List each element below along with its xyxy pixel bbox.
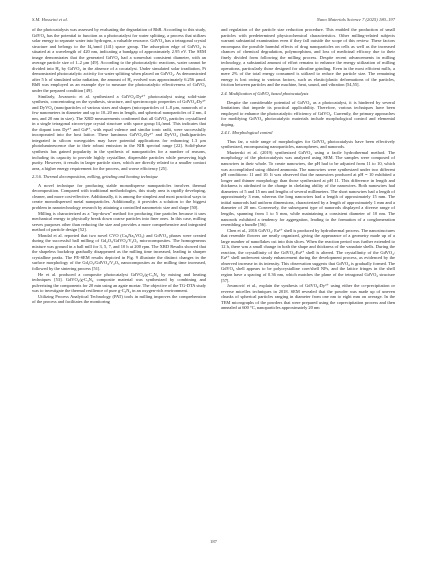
- paragraph: Despite the considerable potential of GdVO₄ as a photocatalyst, it is hindered by several limitations that impede its practical applicability. Therefore, various techniques have been employed to enhance the photocatalytic efficiency of GdVO₄. Currently, the primary approaches for modifying GdVO₄ photocatalytic materials include morphological control and elemental doping.: [221, 99, 395, 127]
- paragraph: Mazierski et al. (2019) synthesized GdVO₄ using a facile hydrothermal method. The morphology of the photocatalysts was analyzed using SEM. The samples were composed of nanowires in their whole. To create nanowires, the pH had to be adjusted from 11 to 10, which was accomplished using diluted ammonia. The nanowires were synthesized under two different pH conditions: 11 and 10. It was observed that the nanowires produced at pH = 10 exhibited a longer and thinner morphology than those synthesized at pH 11. This difference in length and thickness is attributed to the change in chelating ability of the nanowires. Both nanowires had diameters of 5 and 15 nm and lengths of several millimeters. The short nanowires had a length of approximately 3 mm, whereas the long nanowires had a length of approximately 15 mm. The initial nanorods had uniform dimensions, characterized by a length of approximately 1 mm and a diameter of 20 nm. Conversely, the subsequent type of nanorods displayed a diverse range of lengths, spanning from 1 to 5 mm, while maintaining a consistent diameter of 10 nm. The nanorods exhibited a tendency for aggregation, leading to the formation of a conglomeration resembling a bundle [56].: [221, 149, 395, 228]
- paragraph: Milling is characterized as a "top-down" method for producing fine particles because it uses mechanical energy to physically break down coarse particles into finer ones. In this case, milling serves purposes other than reducing the size and provides a more comprehensive and integrated method of particle design [52].: [32, 210, 206, 233]
- left-column: [32, 27, 206, 305]
- running-header-authors: S.M. Hosseini et al.: [32, 17, 68, 22]
- paragraph: A novel technique for producing stable monodisperse nanoparticles involves thermal decomposition. Compared with traditional methodologies, this study area is rapidly developing, cleaner, and more cost-effective. Additionally, it is among the simplest and most practical ways to create monodispersed metal nanoparticles. Additionally, it provides a solution to the biggest problem in nanotechnology research by attaining a controlled nanometric size and shape [50].: [32, 182, 206, 210]
- right-column: [221, 27, 395, 311]
- paragraph: Chen et al., 2016 GdVO₄: Eu³⁺ shell is produced by hydrothermal process. The nanostructures that resemble flowers are neatly organized, giving the appearance of a geometry made up of a large number of nanoflakes cut into thin slices. When the reaction period was further extended to 12 h, there was a small change in both the shape and thickness of the vanadate shells. During the reaction, the crystallinity of the GdVO₄:Eu³⁺ shell is altered. The crystallinity of the GdVO₄: Eu³⁺ shell underwent steady enhancement during the development process, as evidenced by the observed increase in its intensity. This observation suggests that GdVO₄ is gradually formed. The GdVO₄ shell appears to be polycrystalline core/shell NPs, and the lattice fringes in the shell region have a spacing of 0.36 nm, which matches the plane of the tetragonal GdVO₄ structure [57].: [221, 227, 395, 283]
- section-heading: 2.4. Modification of GdVO₄ based photocatalysts: [221, 91, 309, 97]
- running-header-journal: Nano Materials Science 7 (2025) 180–197: [316, 17, 395, 22]
- paragraph: He et al. produced a composite photocatalyst GdVO₄/g-C₃N₄ by mixing and heating techniques [53]. GdVO₄/g-C₃N₄ composite material was synthesized by combining and pulverizing the components for 20 min using an agate mortar. The objective of the TG-DTA study was to investigate the thermal resilience of pure g-C₃N₄ in an oxygen-rich environment.: [32, 271, 206, 294]
- paragraph: Utilizing Process Analytical Technology (PAT) tools in milling improves the comprehension of the process and facilitates the monitoring: [32, 293, 206, 305]
- paragraph: Jovanović et al., explain the synthesis of GdVO₄:Dy³⁺ using either the co-precipitation or reverse micelles techniques in 2018. SEM revealed that the powder was made up of uneven chunks of spherical particles ranging in diameter from one nm to eight mm on average. In the TEM micrographs of the powders that were prepared using the coprecipitation process and then annealed at 600 °C, nanoparticles approximately 20 nm: [221, 283, 395, 311]
- paragraph: Thus far, a wide range of morphologies for GdVO₄ photocatalysts have been effectively synthesized, encompassing nanoparticles, nanospheres, and nanorods.: [221, 138, 395, 150]
- paragraph: and regulation of the particle size reduction procedure. This enabled the production of small particles with predetermined physicochemical characteristics. Other milling-related subjects warrant substantial examination even if they fall outside the scope of this review. These factors encompass the possible harmful effects of drug nanoparticles on cells as well as the increased chances of chemical degradation, polymorphism, and loss of medicinal efficacy due to their finely divided form following the milling process. Despite recent advancements in milling technology, a substantial amount of effort remains to enhance the energy utilization of milling operations, particularly those designed for ultrafine grinding. Even in the most efficient mills, a mere 2% of the total energy consumed is utilized to reduce the particle size. The remaining energy is lost owing to various factors, such as elastic/plastic deformations of the particles, friction between particles and the machine, heat, sound, and vibration [54,55].: [221, 27, 395, 88]
- page-number: 187: [210, 539, 217, 544]
- paragraph: of the photocatalysts was assessed by evaluating the degradation of RhB. According to this study, GdVO₄ has the potential to function as a photocatalyst for water splitting, a process that utilizes solar energy to separate water into hydrogen, a valuable resource. GdVO₄ has a tetragonal crystal structure and belongs to the I4₁/amd (141) space group. The adsorption edge of GdVO₄ is situated at a wavelength of 420 nm, indicating a bandgap of approximately 2.95 eV. The SEM image demonstrates that the generated GdVO₄ had a somewhat consistent diameter, with an average particle size of 1–2 μm [49]. According to the photocatalytic reactions, water cannot be divided into H₂ by GdVO₄ in the absence of a cocatalyst. Under simulated solar irradiation, Pt demonstrated photocatalytic activity for water splitting when placed on GdVO₄. As demonstrated after 5 h of simulated solar radiation, the amount of H₂ evolved was approximately 6.256 μmol. RhB was employed as an example dye to measure the photocatalytic effectiveness of GdVO₄ under the prepared condition [49].: [32, 27, 206, 94]
- subsection-heading: 2.4.1. Morphological control: [221, 130, 273, 136]
- section-heading: 2.3.6. Thermal decomposition, milling, grinding and heating technique: [32, 174, 158, 180]
- paragraph: Similarly, Jovanovic et al. synthesized a GdVO₄:Dy³⁺ photocatalyst using solid-state synthesis, concentrating on the synthesis, structure, and spectroscopic properties of GdVO₄:Dy³⁺ and DyVO₄ (nano)particles of various sizes and shapes (microparticles of 1–8 μm, nanorods of a few nanometers in diameter and up to 10–20 nm in length, and spherical nanoparticles of 2 nm, 4 nm, and 20 nm in size). The XRD measurements confirmed that all GdVO₄ particles crystallized in a single tetragonal zircon-type crystal structure with space group I4₁/amd. This indicates that the dopant ions Dy³⁺ and Gd³⁺, with equal valence and similar ionic radii, were successfully incorporated into the host lattice. These luminous GdVO₄:Dy³⁺ and DyVO₄ (bulk)particles integrated in silicon waveguides may have potential applications for enhancing 1.3 μm photoluminescence due to their robust emission in the NIR spectral range [22]. Solid-phase synthesis has gained popularity in the synthesis of nanoparticles for a number of reasons, including its capacity to provide highly crystalline, dispersible particles while preserving high purity. However, it results in larger particle sizes, which are directly related to a smaller contact area, a higher energy requirement for the process, and worse efficiency [25].: [32, 93, 206, 171]
- paragraph: Mondal et al. reported that two novel CVO (Ca₂Na₂VO₅) and GdVO₄ phases were created during the successful ball milling of Gd₂O₃/GdVO₄/V₂O₅ microcomposites. The homogeneous mixture was ground in a ball mill for 3, 5, 7, and 10 h at 200 rpm. The XRD Results showed that the shapeless backdrop gradually disappeared as the milling time increased, leading to sharper crystalline peaks. The FE-SEM results depicted in Fig. 9 illustrate the distinct changes in the surface morphology of the Gd₂O₃/GdVO₄/V₂O₅ nanocomposites as the milling time increased, followed by the sintering process [51].: [32, 232, 206, 271]
